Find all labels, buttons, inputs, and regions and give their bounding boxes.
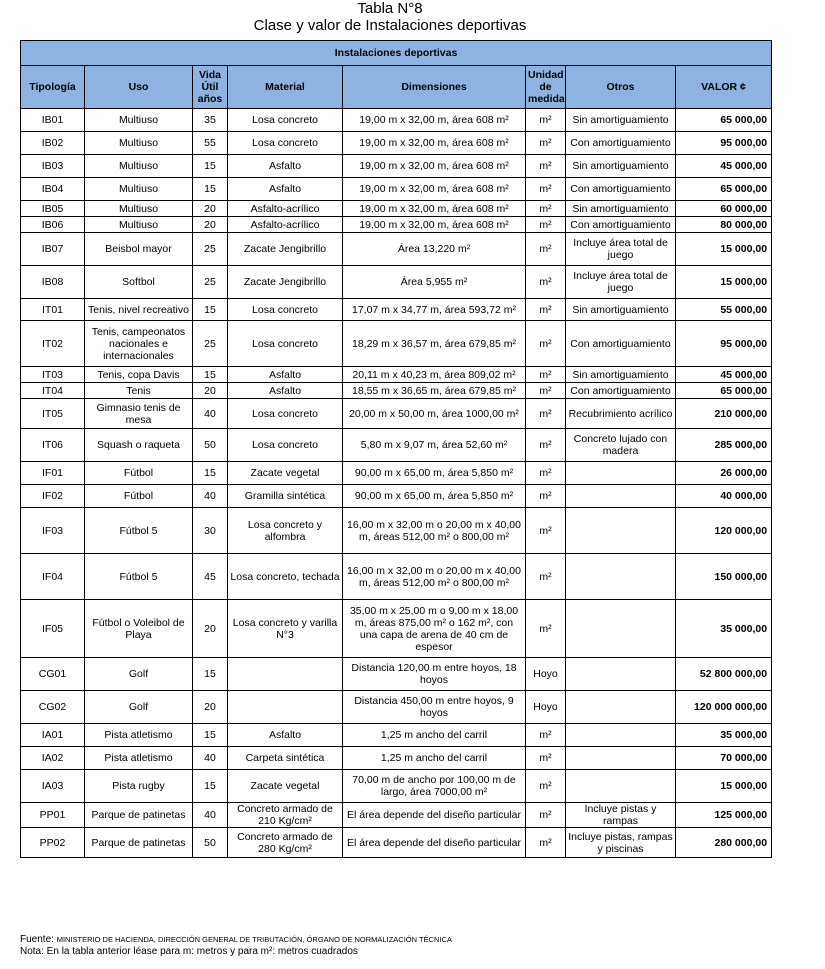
cell-tipologia: IA03 <box>21 770 85 803</box>
cell-dimensiones: 19,00 m x 32,00 m, área 608 m² <box>343 109 526 132</box>
cell-material: Losa concreto <box>228 299 343 321</box>
table-row <box>21 724 772 747</box>
cell-dimensiones: 19,00 m x 32,00 m, área 608 m² <box>343 217 526 233</box>
cell-dimensiones: 35,00 m x 25,00 m o 9,00 m x 18,00 m, áreas 875,00 m² o 162 m², con una capa de arena de 40 cm de espesor <box>343 600 526 658</box>
cell-valor: 55 000,00 <box>676 299 772 321</box>
cell-valor: 15 000,00 <box>676 770 772 803</box>
table-row <box>21 658 772 691</box>
cell-uso: Tenis, copa Davis <box>85 367 193 383</box>
cell-valor: 15 000,00 <box>676 266 772 299</box>
table-number: Tabla N°8 <box>357 0 423 17</box>
cell-otros: Con amortiguamiento <box>566 217 676 233</box>
cell-tipologia: IF03 <box>21 508 85 554</box>
cell-material: Concreto armado de 210 Kg/cm² <box>228 803 343 828</box>
cell-vida-util: 15 <box>193 724 228 747</box>
cell-material: Gramilla sintética <box>228 485 343 508</box>
cell-tipologia: IF05 <box>21 600 85 658</box>
header-material: Material <box>228 66 343 109</box>
cell-dimensiones: 5,80 m x 9,07 m, área 52,60 m² <box>343 429 526 462</box>
table-footer <box>20 934 452 958</box>
cell-uso: Multiuso <box>85 217 193 233</box>
cell-uso: Fútbol 5 <box>85 508 193 554</box>
cell-unidad: m² <box>526 266 566 299</box>
cell-tipologia: IF01 <box>21 462 85 485</box>
cell-unidad: m² <box>526 828 566 858</box>
cell-otros: Concreto lujado con madera <box>566 429 676 462</box>
cell-dimensiones: El área depende del diseño particular <box>343 803 526 828</box>
cell-material: Zacate vegetal <box>228 770 343 803</box>
header-uso: Uso <box>85 66 193 109</box>
footer-source <box>20 934 452 946</box>
table-row <box>21 217 772 233</box>
cell-uso: Gimnasio tenis de mesa <box>85 399 193 429</box>
cell-tipologia: IT03 <box>21 367 85 383</box>
cell-otros <box>566 462 676 485</box>
sports-facilities-table <box>20 40 772 858</box>
cell-vida-util: 25 <box>193 233 228 266</box>
cell-dimensiones: 16,00 m x 32,00 m o 20,00 m x 40,00 m, áreas 512,00 m² o 800,00 m² <box>343 554 526 600</box>
cell-unidad: m² <box>526 299 566 321</box>
cell-dimensiones: Área 13,220 m² <box>343 233 526 266</box>
table-row <box>21 828 772 858</box>
cell-valor: 35 000,00 <box>676 600 772 658</box>
table-row <box>21 201 772 217</box>
cell-otros <box>566 554 676 600</box>
cell-unidad: m² <box>526 367 566 383</box>
cell-material: Losa concreto <box>228 321 343 367</box>
table-row <box>21 367 772 383</box>
cell-valor: 60 000,00 <box>676 201 772 217</box>
cell-vida-util: 20 <box>193 217 228 233</box>
cell-vida-util: 20 <box>193 201 228 217</box>
footer-note: Nota: En la tabla anterior léase para m: metros y para m²: metros cuadrados <box>20 946 358 957</box>
cell-otros: Incluye pistas y rampas <box>566 803 676 828</box>
footer-source-text: MINISTERIO DE HACIENDA, DIRECCIÓN GENERAL DE TRIBUTACIÓN, ÓRGANO DE NORMALIZACIÓN TÉCNICA <box>56 935 452 944</box>
cell-material: Zacate Jengibrillo <box>228 266 343 299</box>
cell-valor: 26 000,00 <box>676 462 772 485</box>
table-row <box>21 462 772 485</box>
table-row <box>21 600 772 658</box>
table-row <box>21 399 772 429</box>
cell-vida-util: 15 <box>193 658 228 691</box>
cell-tipologia: IA02 <box>21 747 85 770</box>
cell-uso: Fútbol o Voleibol de Playa <box>85 600 193 658</box>
cell-otros <box>566 485 676 508</box>
cell-otros: Sin amortiguamiento <box>566 299 676 321</box>
cell-unidad: m² <box>526 132 566 155</box>
cell-otros <box>566 691 676 724</box>
table-title: Clase y valor de Instalaciones deportivas <box>253 17 527 34</box>
cell-uso: Tenis, campeonatos nacionales e internacionales <box>85 321 193 367</box>
footer-source-label: Fuente: <box>20 934 54 945</box>
cell-otros: Con amortiguamiento <box>566 383 676 399</box>
cell-dimensiones: 19,00 m x 32,00 m, área 608 m² <box>343 132 526 155</box>
cell-dimensiones: Distancia 450,00 m entre hoyos, 9 hoyos <box>343 691 526 724</box>
cell-dimensiones: 70,00 m de ancho por 100,00 m de largo, área 7000,00 m² <box>343 770 526 803</box>
cell-material: Carpeta sintética <box>228 747 343 770</box>
cell-otros <box>566 508 676 554</box>
cell-tipologia: IB04 <box>21 178 85 201</box>
cell-dimensiones: 1,25 m ancho del carril <box>343 747 526 770</box>
cell-material: Losa concreto <box>228 109 343 132</box>
cell-material: Losa concreto, techada <box>228 554 343 600</box>
cell-material: Asfalto <box>228 178 343 201</box>
cell-material <box>228 691 343 724</box>
cell-otros <box>566 747 676 770</box>
cell-vida-util: 20 <box>193 600 228 658</box>
table-row <box>21 770 772 803</box>
cell-unidad: m² <box>526 747 566 770</box>
cell-uso: Tenis, nivel recreativo <box>85 299 193 321</box>
cell-dimensiones: 1,25 m ancho del carril <box>343 724 526 747</box>
cell-tipologia: PP01 <box>21 803 85 828</box>
cell-material: Concreto armado de 280 Kg/cm² <box>228 828 343 858</box>
cell-dimensiones: El área depende del diseño particular <box>343 828 526 858</box>
cell-uso: Multiuso <box>85 155 193 178</box>
table-row <box>21 155 772 178</box>
cell-material: Zacate vegetal <box>228 462 343 485</box>
cell-tipologia: IT02 <box>21 321 85 367</box>
cell-valor: 52 800 000,00 <box>676 658 772 691</box>
cell-unidad: m² <box>526 217 566 233</box>
cell-unidad: m² <box>526 321 566 367</box>
cell-tipologia: IT01 <box>21 299 85 321</box>
cell-uso: Softbol <box>85 266 193 299</box>
table-body <box>21 109 772 858</box>
cell-uso: Parque de patinetas <box>85 803 193 828</box>
cell-material: Asfalto <box>228 383 343 399</box>
cell-vida-util: 40 <box>193 485 228 508</box>
cell-vida-util: 15 <box>193 770 228 803</box>
cell-material: Losa concreto <box>228 132 343 155</box>
cell-tipologia: IB07 <box>21 233 85 266</box>
cell-tipologia: IB01 <box>21 109 85 132</box>
cell-vida-util: 40 <box>193 803 228 828</box>
cell-unidad: m² <box>526 508 566 554</box>
cell-tipologia: IB05 <box>21 201 85 217</box>
cell-valor: 120 000,00 <box>676 508 772 554</box>
cell-material: Asfalto <box>228 724 343 747</box>
cell-dimensiones: 20,11 m x 40,23 m, área 809,02 m² <box>343 367 526 383</box>
cell-valor: 95 000,00 <box>676 132 772 155</box>
table-row <box>21 266 772 299</box>
table-row <box>21 132 772 155</box>
cell-dimensiones: Distancia 120,00 m entre hoyos, 18 hoyos <box>343 658 526 691</box>
cell-valor: 285 000,00 <box>676 429 772 462</box>
cell-otros <box>566 600 676 658</box>
cell-dimensiones: 19,00 m x 32,00 m, área 608 m² <box>343 201 526 217</box>
cell-valor: 70 000,00 <box>676 747 772 770</box>
header-vida-util: Vida Útil años <box>193 66 228 109</box>
cell-tipologia: IT06 <box>21 429 85 462</box>
cell-unidad: m² <box>526 770 566 803</box>
cell-dimensiones: 18,29 m x 36,57 m, área 679,85 m² <box>343 321 526 367</box>
cell-dimensiones: 16,00 m x 32,00 m o 20,00 m x 40,00 m, áreas 512,00 m² o 800,00 m² <box>343 508 526 554</box>
cell-unidad: m² <box>526 554 566 600</box>
cell-tipologia: IT04 <box>21 383 85 399</box>
cell-unidad: m² <box>526 429 566 462</box>
table-row <box>21 383 772 399</box>
cell-uso: Multiuso <box>85 132 193 155</box>
header-dimensiones: Dimensiones <box>343 66 526 109</box>
cell-uso: Golf <box>85 691 193 724</box>
cell-unidad: Hoyo <box>526 691 566 724</box>
cell-otros: Sin amortiguamiento <box>566 367 676 383</box>
cell-otros: Con amortiguamiento <box>566 321 676 367</box>
cell-material: Asfalto-acrílico <box>228 201 343 217</box>
cell-vida-util: 40 <box>193 747 228 770</box>
cell-vida-util: 45 <box>193 554 228 600</box>
cell-material: Losa concreto <box>228 429 343 462</box>
cell-uso: Pista atletismo <box>85 747 193 770</box>
cell-valor: 40 000,00 <box>676 485 772 508</box>
cell-unidad: m² <box>526 201 566 217</box>
cell-otros <box>566 724 676 747</box>
table-row <box>21 233 772 266</box>
cell-material: Asfalto-acrílico <box>228 217 343 233</box>
cell-tipologia: CG02 <box>21 691 85 724</box>
cell-dimensiones: Área 5,955 m² <box>343 266 526 299</box>
cell-uso: Pista rugby <box>85 770 193 803</box>
cell-valor: 150 000,00 <box>676 554 772 600</box>
cell-vida-util: 15 <box>193 178 228 201</box>
cell-vida-util: 50 <box>193 429 228 462</box>
table-row <box>21 429 772 462</box>
cell-dimensiones: 17,07 m x 34,77 m, área 593,72 m² <box>343 299 526 321</box>
cell-dimensiones: 18,55 m x 36,65 m, área 679,85 m² <box>343 383 526 399</box>
cell-valor: 120 000 000,00 <box>676 691 772 724</box>
cell-valor: 280 000,00 <box>676 828 772 858</box>
cell-material: Losa concreto <box>228 399 343 429</box>
cell-otros: Recubrimiento acrílico <box>566 399 676 429</box>
cell-unidad: m² <box>526 724 566 747</box>
cell-dimensiones: 90,00 m x 65,00 m, área 5,850 m² <box>343 485 526 508</box>
cell-valor: 65 000,00 <box>676 383 772 399</box>
cell-valor: 125 000,00 <box>676 803 772 828</box>
table-title-block <box>0 0 780 34</box>
cell-unidad: m² <box>526 109 566 132</box>
cell-uso: Multiuso <box>85 109 193 132</box>
cell-valor: 35 000,00 <box>676 724 772 747</box>
cell-vida-util: 25 <box>193 266 228 299</box>
cell-unidad: m² <box>526 383 566 399</box>
cell-unidad: m² <box>526 600 566 658</box>
cell-material: Losa concreto y varilla N°3 <box>228 600 343 658</box>
cell-dimensiones: 19,00 m x 32,00 m, área 608 m² <box>343 178 526 201</box>
cell-tipologia: IB03 <box>21 155 85 178</box>
cell-otros: Sin amortiguamiento <box>566 155 676 178</box>
cell-dimensiones: 20,00 m x 50,00 m, área 1000,00 m² <box>343 399 526 429</box>
cell-tipologia: IA01 <box>21 724 85 747</box>
cell-unidad: m² <box>526 178 566 201</box>
cell-unidad: m² <box>526 233 566 266</box>
cell-valor: 95 000,00 <box>676 321 772 367</box>
cell-uso: Fútbol 5 <box>85 554 193 600</box>
cell-vida-util: 50 <box>193 828 228 858</box>
table-row <box>21 299 772 321</box>
cell-valor: 15 000,00 <box>676 233 772 266</box>
cell-otros: Con amortiguamiento <box>566 178 676 201</box>
cell-unidad: m² <box>526 803 566 828</box>
cell-tipologia: IT05 <box>21 399 85 429</box>
cell-uso: Tenis <box>85 383 193 399</box>
header-unidad: Unidad de medida <box>526 66 566 109</box>
cell-vida-util: 25 <box>193 321 228 367</box>
table-row <box>21 485 772 508</box>
cell-material: Losa concreto y alfombra <box>228 508 343 554</box>
table-row <box>21 178 772 201</box>
cell-dimensiones: 90,00 m x 65,00 m, área 5,850 m² <box>343 462 526 485</box>
cell-uso: Pista atletismo <box>85 724 193 747</box>
cell-tipologia: IB02 <box>21 132 85 155</box>
cell-valor: 80 000,00 <box>676 217 772 233</box>
cell-tipologia: IF04 <box>21 554 85 600</box>
cell-tipologia: PP02 <box>21 828 85 858</box>
table-row <box>21 109 772 132</box>
cell-valor: 210 000,00 <box>676 399 772 429</box>
cell-valor: 45 000,00 <box>676 367 772 383</box>
cell-uso: Beisbol mayor <box>85 233 193 266</box>
cell-unidad: m² <box>526 462 566 485</box>
cell-vida-util: 20 <box>193 383 228 399</box>
cell-otros <box>566 658 676 691</box>
cell-otros <box>566 770 676 803</box>
cell-uso: Golf <box>85 658 193 691</box>
cell-otros: Con amortiguamiento <box>566 132 676 155</box>
cell-uso: Multiuso <box>85 178 193 201</box>
cell-vida-util: 20 <box>193 691 228 724</box>
cell-vida-util: 30 <box>193 508 228 554</box>
cell-uso: Squash o raqueta <box>85 429 193 462</box>
cell-tipologia: IF02 <box>21 485 85 508</box>
header-valor: VALOR ¢ <box>676 66 772 109</box>
table-banner: Instalaciones deportivas <box>21 41 772 66</box>
cell-unidad: m² <box>526 155 566 178</box>
cell-tipologia: CG01 <box>21 658 85 691</box>
cell-valor: 45 000,00 <box>676 155 772 178</box>
cell-material <box>228 658 343 691</box>
cell-unidad: m² <box>526 399 566 429</box>
cell-uso: Fútbol <box>85 462 193 485</box>
cell-otros: Incluye área total de juego <box>566 233 676 266</box>
cell-vida-util: 40 <box>193 399 228 429</box>
cell-otros: Sin amortiguamiento <box>566 201 676 217</box>
table-row <box>21 508 772 554</box>
cell-vida-util: 15 <box>193 462 228 485</box>
cell-unidad: m² <box>526 485 566 508</box>
cell-material: Asfalto <box>228 367 343 383</box>
cell-vida-util: 15 <box>193 155 228 178</box>
cell-material: Zacate Jengibrillo <box>228 233 343 266</box>
cell-vida-util: 55 <box>193 132 228 155</box>
cell-valor: 65 000,00 <box>676 109 772 132</box>
table-row <box>21 554 772 600</box>
cell-vida-util: 15 <box>193 299 228 321</box>
cell-otros: Sin amortiguamiento <box>566 109 676 132</box>
table-row <box>21 691 772 724</box>
cell-tipologia: IB06 <box>21 217 85 233</box>
cell-tipologia: IB08 <box>21 266 85 299</box>
table-row <box>21 321 772 367</box>
cell-dimensiones: 19,00 m x 32,00 m, área 608 m² <box>343 155 526 178</box>
cell-valor: 65 000,00 <box>676 178 772 201</box>
cell-material: Asfalto <box>228 155 343 178</box>
cell-uso: Multiuso <box>85 201 193 217</box>
cell-uso: Fútbol <box>85 485 193 508</box>
cell-otros: Incluye pistas, rampas y piscinas <box>566 828 676 858</box>
cell-otros: Incluye área total de juego <box>566 266 676 299</box>
table-row <box>21 747 772 770</box>
cell-vida-util: 15 <box>193 367 228 383</box>
cell-uso: Parque de patinetas <box>85 828 193 858</box>
header-otros: Otros <box>566 66 676 109</box>
table-row <box>21 803 772 828</box>
header-tipologia: Tipología <box>21 66 85 109</box>
cell-unidad: Hoyo <box>526 658 566 691</box>
cell-vida-util: 35 <box>193 109 228 132</box>
